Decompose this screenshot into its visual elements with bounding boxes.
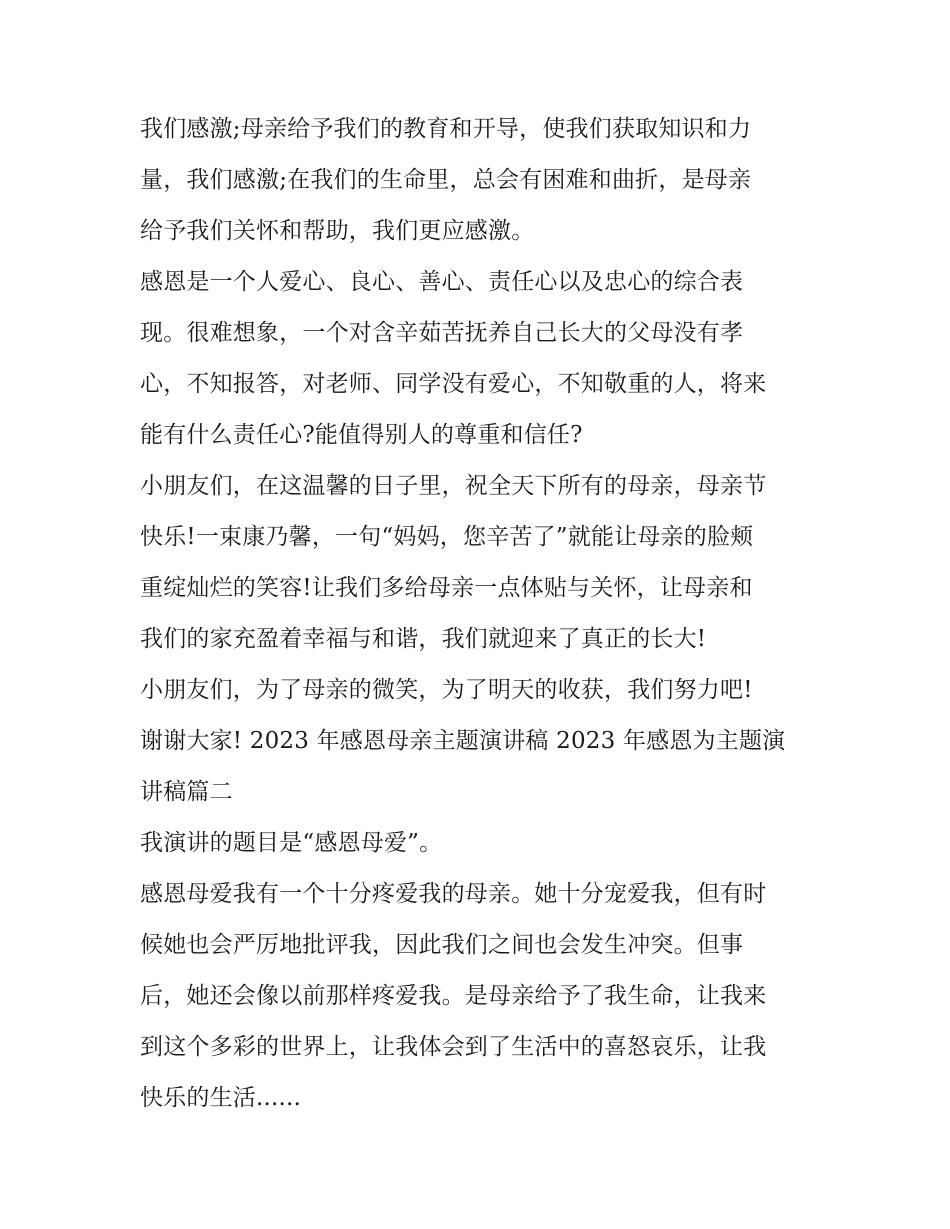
text-line: 我们的家充盈着幸福与和谐，我们就迎来了真正的长大!: [140, 626, 707, 652]
text-line: 小朋友们，为了母亲的微笑，为了明天的收获，我们努力吧!: [140, 677, 753, 703]
text-line: 讲稿篇二: [140, 779, 233, 805]
text-line: 感恩母爱我有一个十分疼爱我的母亲。她十分宠爱我，但有时: [140, 881, 767, 907]
text-line: 快乐!一束康乃馨，一句“妈妈，您辛苦了”就能让母亲的脸颊: [140, 524, 754, 550]
text-line: 能有什么责任心?能值得别人的尊重和信任?: [140, 422, 583, 448]
text-line: 重绽灿烂的笑容!让我们多给母亲一点体贴与关怀，让母亲和: [140, 575, 753, 601]
text-line: 现。很难想象，一个对含辛茹苦抚养自己长大的父母没有孝: [140, 320, 744, 346]
text-line: 心，不知报答，对老师、同学没有爱心，不知敬重的人，将来: [140, 371, 767, 397]
text-line: 谢谢大家! 2023 年感恩母亲主题演讲稿 2023 年感恩为主题演: [140, 728, 786, 754]
text-line: 候她也会严厉地批评我，因此我们之间也会发生冲突。但事: [140, 932, 744, 958]
text-line: 后，她还会像以前那样疼爱我。是母亲给予了我生命，让我来: [140, 983, 767, 1009]
text-line: 我演讲的题目是“感恩母爱”。: [140, 830, 443, 856]
document-body: [140, 104, 820, 1124]
text-line: 我们感激;母亲给予我们的教育和开导，使我们获取知识和力: [140, 116, 752, 142]
text-line: 小朋友们，在这温馨的日子里，祝全天下所有的母亲，母亲节: [140, 473, 767, 499]
text-line: 感恩是一个人爱心、良心、善心、责任心以及忠心的综合表: [140, 269, 744, 295]
text-line: 到这个多彩的世界上，让我体会到了生活中的喜怒哀乐，让我: [140, 1034, 767, 1060]
text-line: 给予我们关怀和帮助，我们更应感激。: [140, 218, 535, 244]
text-line: 量，我们感激;在我们的生命里，总会有困难和曲折，是母亲: [140, 167, 752, 193]
text-line: 快乐的生活......: [140, 1085, 302, 1111]
